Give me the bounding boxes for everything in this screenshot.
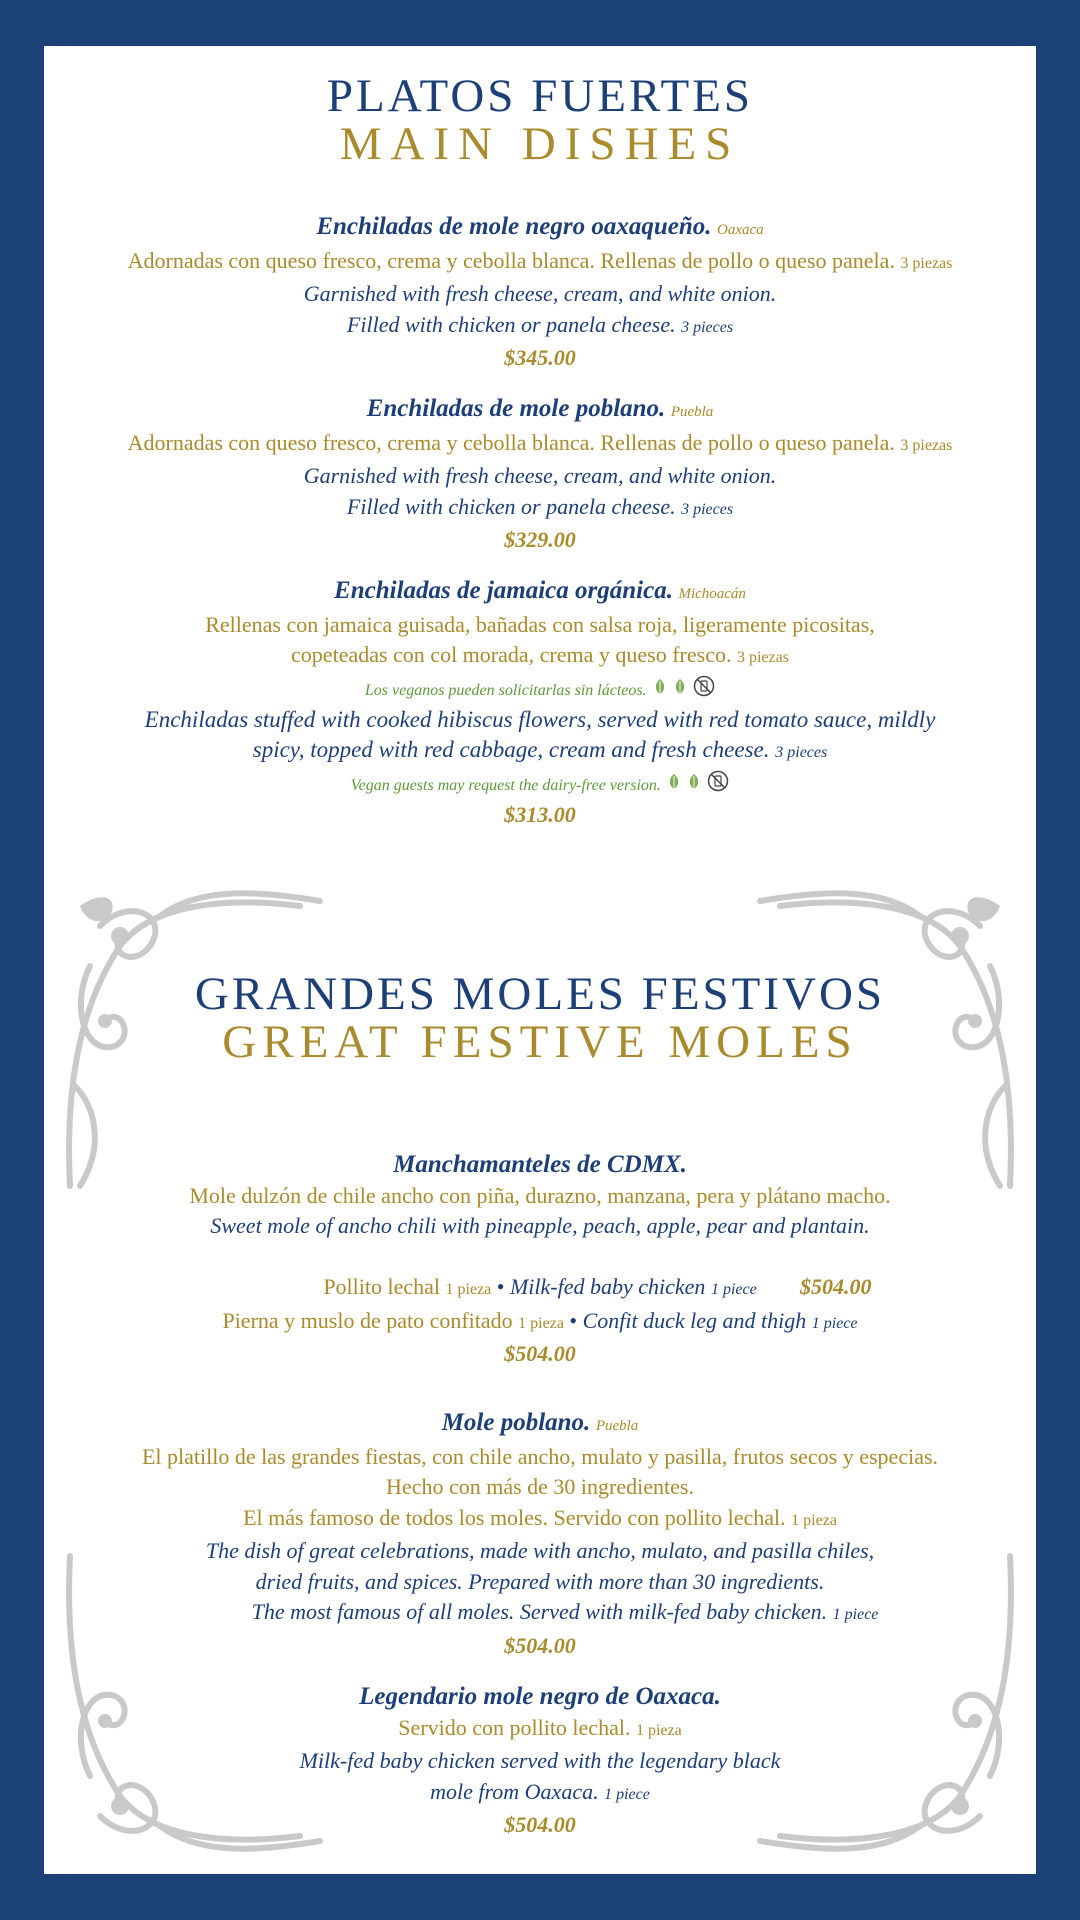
option-1-en: Milk-fed baby chicken (509, 1274, 706, 1299)
section-title-en: GREAT FESTIVE MOLES (222, 1016, 858, 1068)
option-2-en-qty: 1 piece (811, 1314, 858, 1332)
section-title-es: GRANDES MOLES FESTIVOS (194, 968, 886, 1020)
dish-description-en-1: Garnished with fresh cheese, cream, and white onion. (303, 463, 777, 488)
dish-description-en-1: Garnished with fresh cheese, cream, and white onion. (303, 281, 777, 306)
dish-description-es-1: El platillo de las grandes fiestas, con chile ancho, mulato y pasilla, frutos secos y especias. (141, 1443, 939, 1469)
dish-description-en-2: dried fruits, and spices. Prepared with more than 30 ingredients. (255, 1568, 825, 1594)
section-title-main-dishes (44, 72, 1036, 168)
dish-qty-es: 3 piezas (736, 649, 789, 666)
dish-price: $504.00 (504, 1812, 576, 1837)
section-title-es: PLATOS FUERTES (326, 70, 754, 122)
dish-region: Puebla (670, 404, 714, 420)
leaf-icon (654, 675, 666, 703)
dish-name: Manchamanteles de CDMX. (393, 1151, 687, 1178)
dish-name: Mole poblano. (441, 1409, 591, 1436)
dish-description-en-2: Filled with chicken or panela cheese. (346, 311, 676, 337)
dish-qty-en: 3 pieces (775, 744, 828, 761)
menu-card (44, 46, 1036, 1874)
section-title-en: MAIN DISHES (339, 118, 741, 170)
option-1-es: Pollito lechal (323, 1274, 441, 1299)
dish-jamaica-enchiladas (44, 576, 1036, 830)
dish-qty-en: 3 pieces (681, 318, 734, 336)
dish-name: Enchiladas de mole negro oaxaqueño. (316, 213, 712, 240)
dish-name: Enchiladas de jamaica orgánica. (334, 577, 673, 604)
option-1-es-qty: 1 pieza (445, 1281, 492, 1298)
dish-description-es: Adornadas con queso fresco, crema y cebolla blanca. Rellenas de pollo o queso panela. (127, 247, 895, 273)
dish-price: $504.00 (504, 1632, 576, 1658)
dish-description-en-2: mole from Oaxaca. (430, 1778, 599, 1804)
option-2-en: Confit duck leg and thigh (582, 1307, 807, 1333)
dish-description-es: Servido con pollito lechal. (398, 1714, 631, 1740)
dish-name: Enchiladas de mole poblano. (366, 395, 666, 422)
dish-description-es-2: copeteadas con col morada, crema y queso fresco. (291, 642, 732, 667)
dish-qty-en: 1 piece (604, 1785, 650, 1803)
dish-description-en-3: The most famous of all moles. Served with milk-fed baby chicken. (251, 1599, 828, 1624)
dish-description-es: Adornadas con queso fresco, crema y cebolla blanca. Rellenas de pollo o queso panela. (127, 429, 895, 455)
leaf-icon (668, 770, 680, 798)
option-1-en-qty: 1 piece (710, 1281, 757, 1298)
vegan-note-en: Vegan guests may request the dairy-free version. (350, 776, 661, 794)
dish-price: $504.00 (504, 1341, 576, 1366)
dish-description-es-2: Hecho con más de 30 ingredientes. (386, 1474, 694, 1499)
dish-mole-negro-enchiladas (44, 212, 1036, 374)
mole-negro-oaxaca (44, 1682, 1036, 1841)
dish-price: $313.00 (504, 801, 576, 827)
dish-price: $329.00 (504, 527, 576, 552)
dish-qty-es: 3 piezas (900, 254, 953, 272)
dish-region: Puebla (595, 1418, 639, 1434)
option-2-es-qty: 1 pieza (518, 1314, 564, 1332)
dish-description-es: Mole dulzón de chile ancho con piña, durazno, manzana, pera y plátano macho. (189, 1182, 891, 1208)
dish-price: $345.00 (504, 345, 576, 370)
dish-region: Michoacán (678, 586, 746, 602)
leaf-icon (674, 675, 686, 703)
option-1-price: $504.00 (800, 1274, 872, 1299)
leaf-icon (688, 770, 700, 798)
dish-description-en-1: Milk-fed baby chicken served with the legendary black (299, 1748, 781, 1773)
dish-description-es-3: El más famoso de todos los moles. Servido con pollito lechal. (243, 1504, 786, 1530)
section-title-festive-moles (44, 970, 1036, 1066)
dish-description-es-1: Rellenas con jamaica guisada, bañadas con salsa roja, ligeramente picositas, (205, 611, 875, 637)
dish-description-en: Sweet mole of ancho chili with pineapple, peach, apple, pear and plantain. (210, 1213, 870, 1238)
no-dairy-icon (707, 770, 729, 799)
dish-description-en-1: The dish of great celebrations, made with ancho, mulato, and pasilla chiles, (205, 1538, 875, 1563)
option-2-es: Pierna y muslo de pato confitado (222, 1307, 513, 1333)
vegan-note-es: Los veganos pueden solicitarlas sin lácteos. (364, 681, 647, 699)
dish-qty-en: 3 pieces (681, 500, 734, 518)
dish-qty-es: 1 pieza (791, 1511, 837, 1529)
dish-mole-poblano-enchiladas (44, 394, 1036, 556)
dish-qty-en: 1 piece (832, 1606, 879, 1623)
mole-poblano (44, 1408, 1036, 1661)
dish-region: Oaxaca (717, 222, 764, 238)
dish-description-en-1: Enchiladas stuffed with cooked hibiscus flowers, served with red tomato sauce, mildly (144, 706, 936, 732)
dish-name: Legendario mole negro de Oaxaca. (359, 1683, 721, 1710)
dish-qty-es: 3 piezas (900, 436, 953, 454)
no-dairy-icon (693, 675, 715, 704)
dish-description-en-2: Filled with chicken or panela cheese. (346, 493, 676, 519)
dish-description-en-2: spicy, topped with red cabbage, cream and fresh cheese. (252, 737, 770, 762)
mole-manchamanteles: Manchamanteles de CDMX. Mole dulzón de chile ancho con piña, durazno, manzana, pera y plátano macho. Sweet mole of ancho chili with pineapple, peach, apple, pear and plantain. Pollito lechal 1 pieza • Milk-fed baby chicken 1 piece $504.00 Pierna y muslo de pato confitado 1 pieza • Confit duck leg and thigh 1 piece $504.00 (44, 1150, 1036, 1370)
dish-qty-es: 1 pieza (635, 1721, 682, 1739)
